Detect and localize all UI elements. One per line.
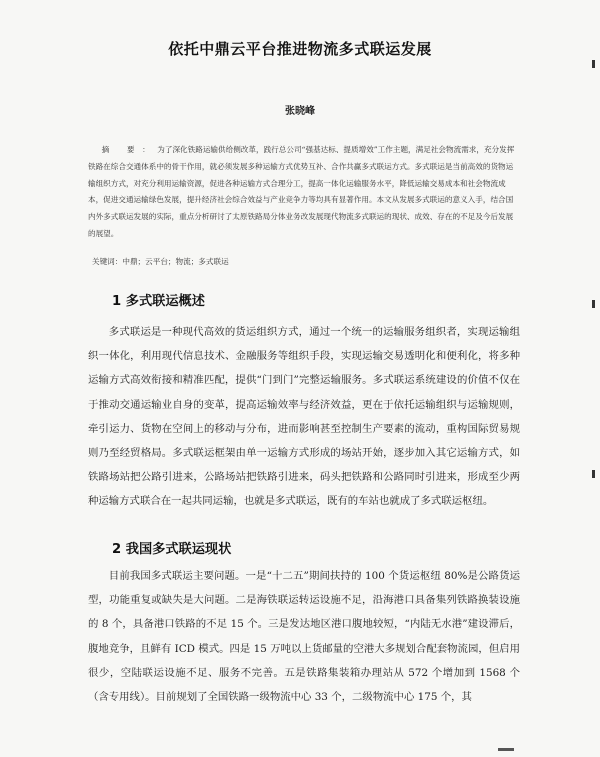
section-2-body: 目前我国多式联运主要问题。一是“十二五”期间扶持的 100 个货运枢纽 80%是公路货运型，功能重复或缺失是大问题。二是海铁联运转运设施不足，沿海港口具备集列铁路换装设施的 8 个，具备港口铁路的不足 15 个。三是发达地区港口腹地较短，“内陆无水港”建设滞后，腹地竞争，且鲜有 ICD 模式。四是 15 万吨以上货邮量的空港大多规划合配套物流园，但启用很少，空陆联运设施不足、服务不完善。五是铁路集装箱办理站从 572 个增加到 1568 个（含专用线）。目前规划了全国铁路一级物流中心 33 个，二级物流中心 175 个，其 xyxy=(88,570,520,704)
abstract-label: 摘 要： xyxy=(101,145,158,154)
abstract-text: 为了深化铁路运输供给侧改革，践行总公司“强基达标、提质增效”工作主题，满足社会物流需求，充分发挥铁路在综合交通体系中的骨干作用，就必须发展多种运输方式优势互补、合作共赢多式联运方式。多式联运是当前高效的货物运输组织方式，对充分利用运输资源，促进各种运输方式合理分工，提高一体化运输服务水平，降低运输交易成本和社会物流成本，促进交通运输绿色发展，提升经济社会综合效益与产业竞争力等均具有显著作用。本文从发展多式联运的意义入手，结合国内外多式联运发展的实际，重点分析研讨了太原铁路局分体业务改发展现代物流多式联运的现状、成效、存在的不足及今后发展的展望。 xyxy=(88,145,515,238)
abstract xyxy=(88,142,516,243)
keywords-label: 关键词： xyxy=(92,257,123,266)
scan-artifact xyxy=(592,60,595,68)
section-1-body: 多式联运是一种现代高效的货运组织方式，通过一个统一的运输服务组织者，实现运输组织一体化，利用现代信息技术、金融服务等组织手段，实现运输交易透明化和便利化，将多种运输方式高效衔接和精准匹配，提供“门到门”完整运输服务。多式联运系统建设的价值不仅在于推动交通运输业自身的变革，提高运输效率与经济效益，更在于依托运输组织与运输规则，牵引运力、货物在空间上的移动与分布，进而影响甚至控制生产要素的流动，重构国际贸易规则乃至经贸格局。多式联运框架由单一运输方式形成的场站开始，逐步加入其它运输方式，如铁路场站把公路引进来，公路场站把铁路引进来，码头把铁路和公路同时引进来，形成至少两种运输方式联合在一起共同运输，也就是多式联运，既有的车站也就成了多式联运枢纽。 xyxy=(88,326,520,508)
keywords-text: 中鼎；云平台；物流；多式联运 xyxy=(122,257,229,266)
paper-title: 依托中鼎云平台推进物流多式联运发展 xyxy=(168,40,432,58)
scan-artifact xyxy=(592,470,595,478)
keywords xyxy=(92,256,229,267)
scan-artifact xyxy=(592,300,595,308)
author-name: 张晓峰 xyxy=(285,106,315,117)
section-heading-2: 2 我国多式联运现状 xyxy=(112,542,232,557)
page-footer-mark xyxy=(498,748,514,751)
section-heading-1: 1 多式联运概述 xyxy=(112,294,205,309)
